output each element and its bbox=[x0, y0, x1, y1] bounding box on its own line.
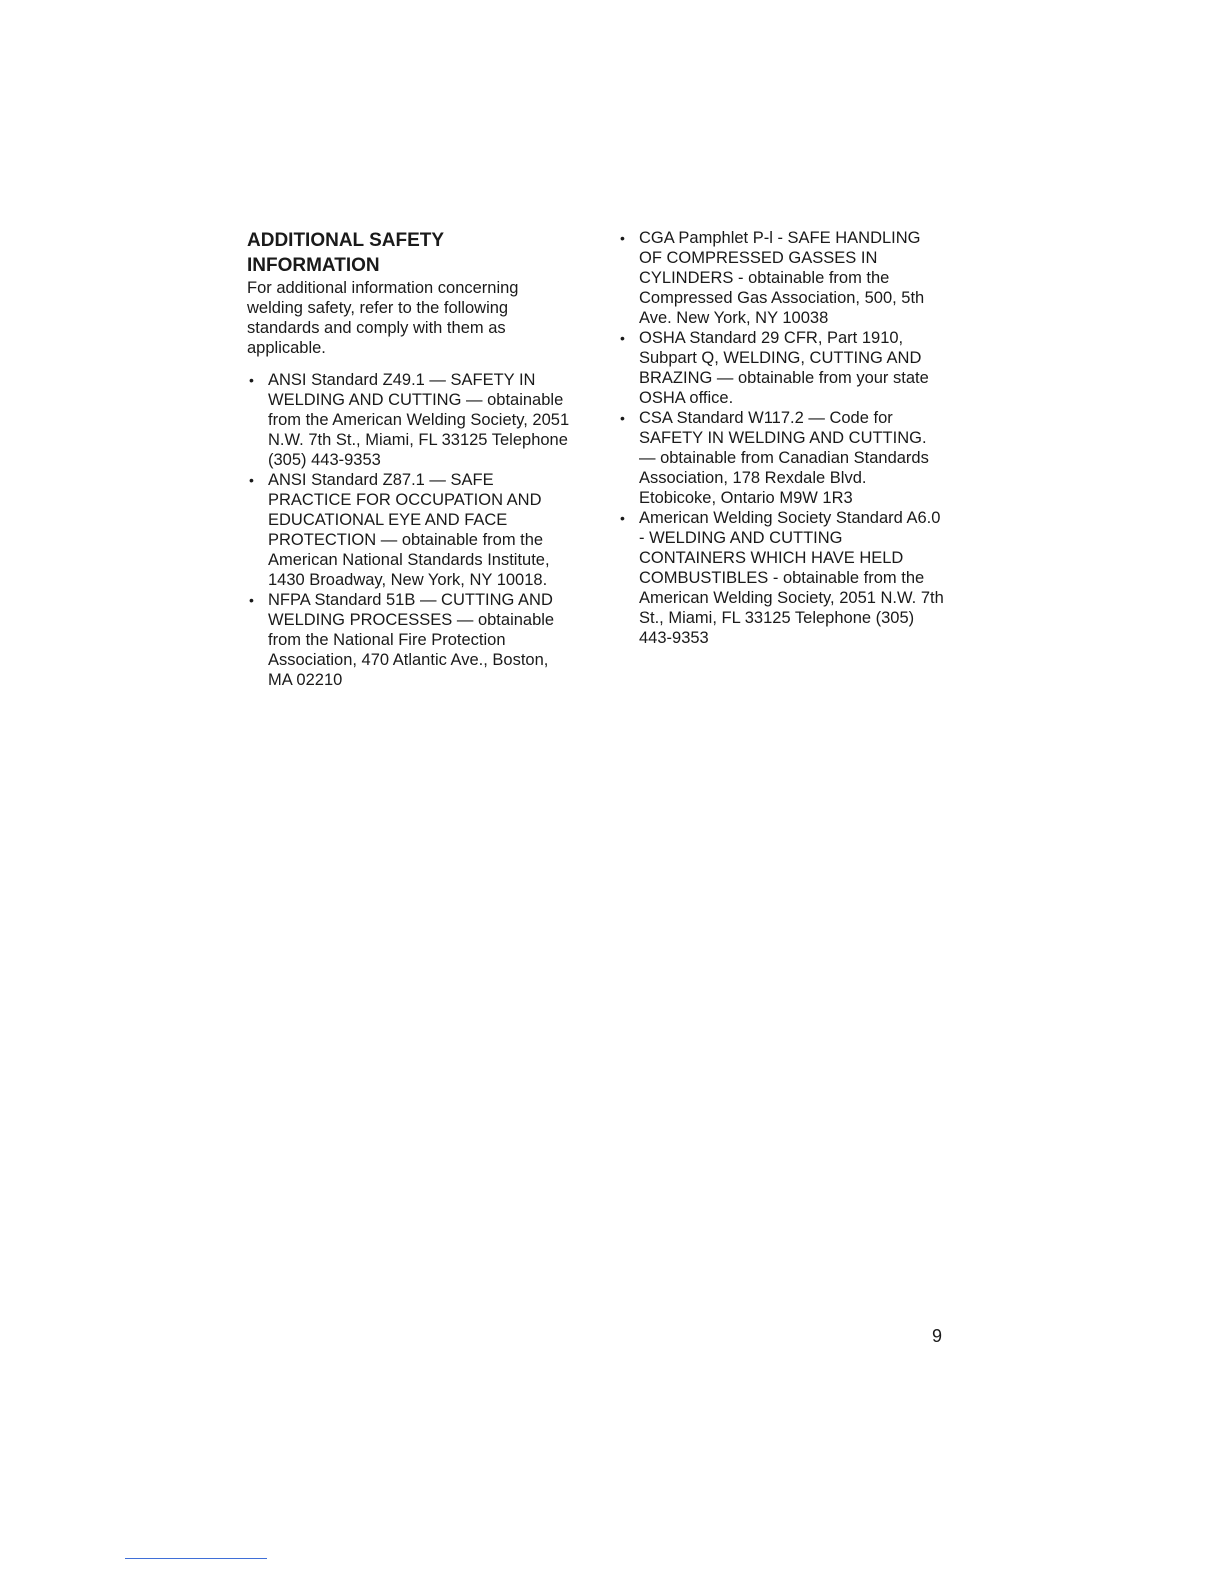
right-column bbox=[618, 228, 963, 648]
bullet-icon: • bbox=[620, 330, 625, 346]
list-item-text: OSHA Standard 29 CFR, Part 1910, Subpart Q, WELDING, CUTTING AND BRAZING — obtainable from your state OSHA office. bbox=[639, 329, 929, 407]
list-item bbox=[618, 228, 947, 328]
list-item bbox=[247, 590, 574, 690]
bullet-icon: • bbox=[249, 592, 254, 608]
bullet-icon: • bbox=[620, 410, 625, 426]
page-number: 9 bbox=[932, 1326, 943, 1346]
list-item-text: ANSI Standard Z49.1 — SAFETY IN WELDING AND CUTTING — obtainable from the American Welding Society, 2051 N.W. 7th St., Miami, FL 33125 Telephone (305) 443-9353 bbox=[268, 371, 570, 469]
list-item-text: CGA Pamphlet P-l - SAFE HANDLING OF COMPRESSED GASSES IN CYLINDERS - obtainable from the Compressed Gas Association, 500, 5th Ave. New York, NY 10038 bbox=[639, 229, 925, 327]
footer-rule bbox=[125, 1558, 267, 1559]
list-item bbox=[247, 370, 574, 470]
intro-paragraph: For additional information concerning welding safety, refer to the following standards and comply with them as applicable. bbox=[247, 279, 519, 357]
standards-list-left bbox=[247, 370, 592, 690]
section-heading: ADDITIONAL SAFETY INFORMATION bbox=[247, 230, 444, 276]
list-item bbox=[247, 470, 574, 590]
list-item-text: American Welding Society Standard A6.0 - WELDING AND CUTTING CONTAINERS WHICH HAVE HELD COMBUSTIBLES - obtainable from the American Welding Society, 2051 N.W. 7th St., Miami, FL 33125 Telephone (305) 443-9353 bbox=[639, 509, 944, 647]
list-item-text: NFPA Standard 51B — CUTTING AND WELDING PROCESSES — obtainable from the National Fire Protection Association, 470 Atlantic Ave., Boston, MA 02210 bbox=[268, 591, 555, 689]
bullet-icon: • bbox=[620, 510, 625, 526]
list-item-text: CSA Standard W117.2 — Code for SAFETY IN WELDING AND CUTTING. — obtainable from Canadian Standards Association, 178 Rexdale Blvd. Etobicoke, Ontario M9W 1R3 bbox=[639, 409, 929, 507]
standards-list-right bbox=[618, 228, 963, 648]
list-item bbox=[618, 408, 947, 508]
list-item bbox=[618, 328, 947, 408]
list-item-text: ANSI Standard Z87.1 — SAFE PRACTICE FOR OCCUPATION AND EDUCATIONAL EYE AND FACE PROTECTION — obtainable from the American National Standards Institute, 1430 Broadway, New York, NY 10018. bbox=[268, 471, 550, 589]
list-item bbox=[618, 508, 947, 648]
bullet-icon: • bbox=[620, 230, 625, 246]
bullet-icon: • bbox=[249, 472, 254, 488]
left-column bbox=[247, 228, 592, 690]
bullet-icon: • bbox=[249, 372, 254, 388]
